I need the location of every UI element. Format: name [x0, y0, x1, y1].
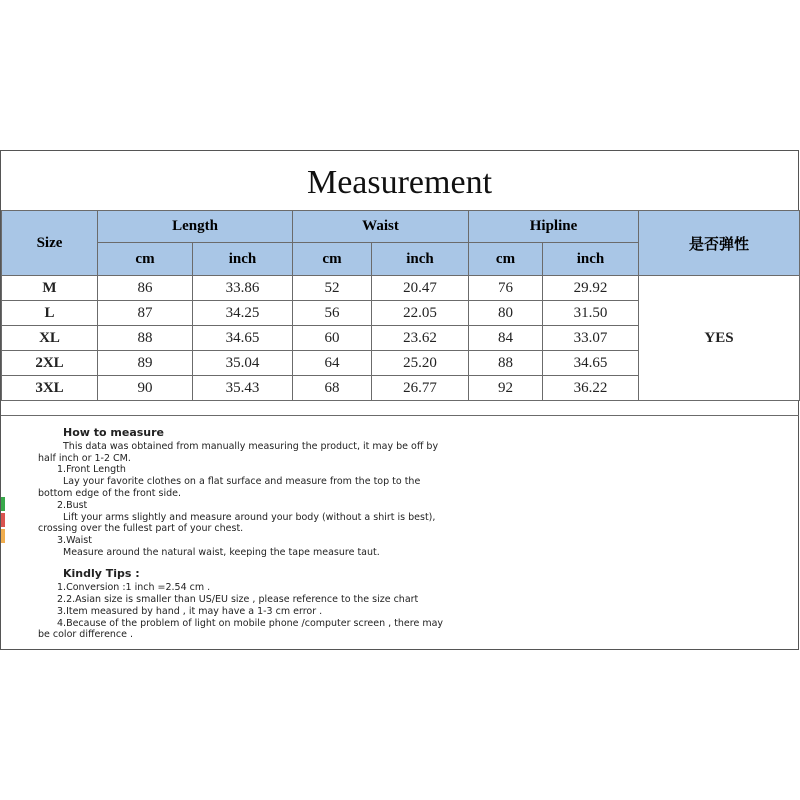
tip-line: be color difference .	[38, 629, 134, 640]
table-cell: 22.05	[372, 301, 469, 326]
table-cell: 35.04	[193, 351, 293, 376]
note-line: crossing over the fullest part of your chest.	[38, 523, 244, 534]
note-line: 2.Bust	[57, 500, 88, 511]
note-line: Lift your arms slightly and measure around your body (without a shirt is best),	[63, 512, 436, 523]
table-cell: 68	[293, 376, 372, 401]
how-to-measure-title: How to measure	[63, 426, 165, 439]
table-cell: 56	[293, 301, 372, 326]
note-line: This data was obtained from manually measuring the product, it may be off by	[63, 441, 439, 452]
tip-line: 3.Item measured by hand , it may have a 1-3 cm error .	[57, 606, 323, 617]
note-line: 1.Front Length	[57, 464, 126, 475]
tip-line: 4.Because of the problem of light on mobile phone /computer screen , there may	[57, 618, 444, 629]
table-cell: 31.50	[543, 301, 639, 326]
table-cell: 52	[293, 276, 372, 301]
tip-line: 2.2.Asian size is smaller than US/EU size , please reference to the size chart	[57, 594, 419, 605]
hipline-header: Hipline	[469, 211, 639, 243]
unit-header: inch	[543, 243, 639, 276]
accent-mark	[1, 497, 5, 511]
table-cell: 88	[98, 326, 193, 351]
table-cell: 29.92	[543, 276, 639, 301]
unit-header: cm	[469, 243, 543, 276]
table-cell: 34.65	[193, 326, 293, 351]
measure-notes	[1, 415, 799, 650]
table-cell: 92	[469, 376, 543, 401]
table-cell: 64	[293, 351, 372, 376]
table-cell: 76	[469, 276, 543, 301]
note-line: half inch or 1-2 CM.	[38, 453, 131, 464]
note-line: 3.Waist	[57, 535, 92, 546]
table-cell: 80	[469, 301, 543, 326]
table-cell: 88	[469, 351, 543, 376]
length-header: Length	[98, 211, 293, 243]
table-cell: 87	[98, 301, 193, 326]
tip-line: 1.Conversion :1 inch =2.54 cm .	[57, 582, 211, 593]
table-cell: 35.43	[193, 376, 293, 401]
table-cell: 34.65	[543, 351, 639, 376]
size-cell: 3XL	[2, 376, 98, 401]
table-cell: 34.25	[193, 301, 293, 326]
unit-header: inch	[372, 243, 469, 276]
kindly-tips-title: Kindly Tips :	[63, 567, 140, 580]
table-cell: 36.22	[543, 376, 639, 401]
table-cell: 89	[98, 351, 193, 376]
table-cell: 25.20	[372, 351, 469, 376]
page-title: Measurement	[306, 164, 493, 201]
table-row	[2, 276, 800, 301]
unit-header: inch	[193, 243, 293, 276]
table-cell: 33.07	[543, 326, 639, 351]
waist-header: Waist	[293, 211, 469, 243]
table-cell: 60	[293, 326, 372, 351]
table-cell: 90	[98, 376, 193, 401]
table-cell: 33.86	[193, 276, 293, 301]
unit-header: cm	[293, 243, 372, 276]
size-cell: XL	[2, 326, 98, 351]
table-cell: 26.77	[372, 376, 469, 401]
note-line: bottom edge of the front side.	[38, 488, 182, 499]
size-chart-frame	[0, 150, 799, 650]
size-cell: L	[2, 301, 98, 326]
size-header: Size	[2, 211, 98, 276]
elastic-header: 是否弹性	[639, 211, 800, 276]
accent-mark	[1, 529, 5, 543]
size-cell: 2XL	[2, 351, 98, 376]
table-cell: 86	[98, 276, 193, 301]
accent-mark	[1, 513, 5, 527]
table-cell: 20.47	[372, 276, 469, 301]
table-cell: 23.62	[372, 326, 469, 351]
note-line: Measure around the natural waist, keeping the tape measure taut.	[63, 547, 380, 558]
size-cell: M	[2, 276, 98, 301]
table-cell: 84	[469, 326, 543, 351]
note-line: Lay your favorite clothes on a flat surface and measure from the top to the	[63, 476, 421, 487]
elastic-value: YES	[639, 276, 800, 401]
size-table	[1, 210, 800, 401]
unit-header: cm	[98, 243, 193, 276]
